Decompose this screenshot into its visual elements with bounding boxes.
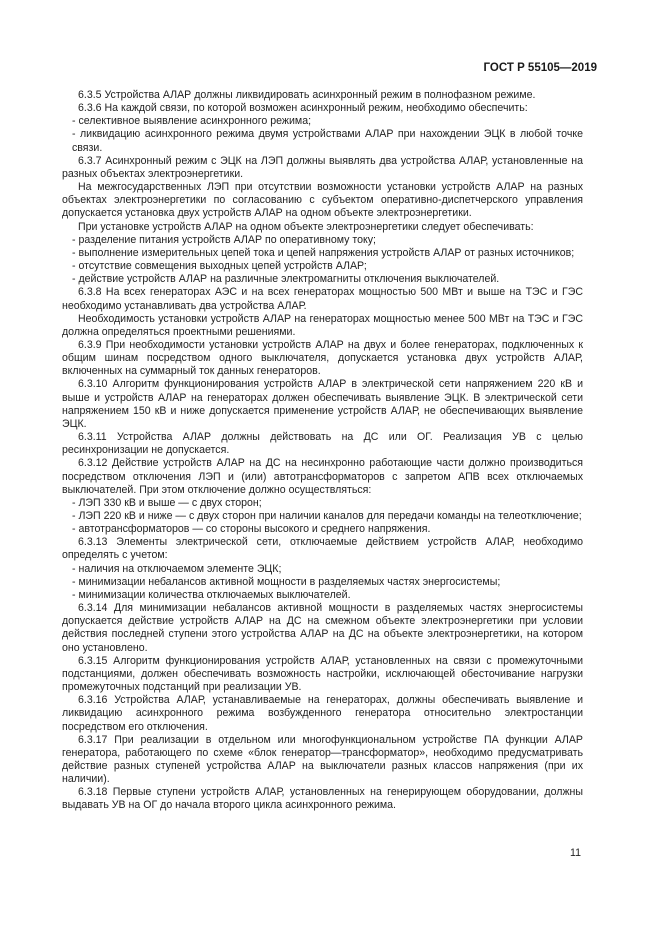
paragraph: 6.3.13 Элементы электрической сети, отключаемые действием устройств АЛАР, необходимо определять с учетом: bbox=[62, 536, 583, 562]
paragraph: 6.3.7 Асинхронный режим с ЭЦК на ЛЭП должны выявлять два устройства АЛАР, установленные на разных объектах электроэнергетики. bbox=[62, 154, 583, 180]
list-item: - выполнение измерительных цепей тока и цепей напряжения устройств АЛАР от разных источников; bbox=[72, 246, 575, 259]
list-item: - отсутствие совмещения выходных цепей устройств АЛАР; bbox=[72, 260, 367, 273]
paragraph: 6.3.16 Устройства АЛАР, устанавливаемые на генераторах, должны обеспечивать выявление и ликвидацию асинхронного режима возбужденного генератора относительно электростанции посредством его отключения. bbox=[62, 694, 583, 733]
paragraph: 6.3.5 Устройства АЛАР должны ликвидировать асинхронный режим в полнофазном режиме. bbox=[78, 89, 536, 101]
paragraph: 6.3.11 Устройства АЛАР должны действовать на ДС или ОГ. Реализация УВ с целью ресинхронизации не допускается. bbox=[62, 431, 583, 457]
paragraph: При установке устройств АЛАР на одном объекте электроэнергетики следует обеспечивать: bbox=[78, 220, 534, 233]
paragraph: На межгосударственных ЛЭП при отсутствии возможности установки устройств АЛАР на разных объектах электроэнергетики по согласованию с субъектом оперативно-диспетчерского управления допускается установка двух устройств АЛАР на одном объекте электроэнергетики. bbox=[62, 181, 583, 220]
paragraph: 6.3.8 На всех генераторах АЭС и на всех генераторах мощностью 500 МВт и выше на ТЭС и ГЭС необходимо устанавливать два устройства АЛАР. bbox=[62, 286, 583, 312]
paragraph: 6.3.9 При необходимости установки устройств АЛАР на двух и более генераторах, подключенных к общим шинам посредством одного выключателя, допускается установка двух устройств АЛАР, включенных на суммарный ток данных генераторов. bbox=[62, 338, 583, 378]
paragraph: 6.3.18 Первые ступени устройств АЛАР, установленных на генерирующем оборудовании, должны выдавать УВ на ОГ до начала второго цикла асинхронного режима. bbox=[62, 786, 583, 812]
paragraph: Необходимость установки устройств АЛАР на генераторах мощностью менее 500 МВт на ТЭС и ГЭС должна определяться проектными решениями. bbox=[62, 312, 583, 338]
list-item: - наличия на отключаемом элементе ЭЦК; bbox=[72, 562, 282, 575]
paragraph: 6.3.6 На каждой связи, по которой возможен асинхронный режим, необходимо обеспечить: bbox=[78, 102, 528, 115]
document-standard-number: ГОСТ Р 55105—2019 bbox=[483, 62, 597, 74]
page-number: 11 bbox=[570, 847, 581, 859]
list-item: - действие устройств АЛАР на различные электромагниты отключения выключателей. bbox=[72, 273, 500, 286]
list-item: - автотрансформаторов — со стороны высокого и среднего напряжения. bbox=[72, 523, 431, 536]
list-item: - ЛЭП 220 кВ и ниже — с двух сторон при наличии каналов для передачи команды на телеотключение; bbox=[72, 510, 582, 522]
list-item: - ликвидацию асинхронного режима двумя устройствами АЛАР при нахождении ЭЦК в любой точке связи. bbox=[72, 128, 583, 154]
paragraph: 6.3.14 Для минимизации небалансов активной мощности в разделяемых частях энергосистемы допускается действие устройств АЛАР на ДС на смежном объекте электроэнергетики при условии действия последней ступени этого устройства АЛАР на ДС на объекте электроэнергетики, на котором оно установлено. bbox=[62, 602, 583, 654]
list-item: - разделение питания устройств АЛАР по оперативному току; bbox=[72, 233, 377, 246]
paragraph: 6.3.12 Действие устройств АЛАР на ДС на несинхронно работающие части должно производиться посредством отключения ЛЭП и (или) автотрансформаторов с запретом АПВ всех отключаемых выключателей. При этом отключение должно осуществляться: bbox=[62, 457, 583, 496]
list-item: - минимизации небалансов активной мощности в разделяемых частях энергосистемы; bbox=[72, 575, 501, 588]
paragraph: 6.3.10 Алгоритм функционирования устройств АЛАР в электрической сети напряжением 220 кВ и выше и устройств АЛАР на генераторах должен обеспечивать выявление ЭЦК. В электрической сети напряжением 150 кВ и ниже допускается применение устройств АЛАР, не обеспечивающих выявление ЭЦК. bbox=[62, 378, 583, 430]
list-item: - селективное выявление асинхронного режима; bbox=[72, 115, 312, 128]
paragraph: 6.3.17 При реализации в отдельном или многофункциональном устройстве ПА функции АЛАР генератора, работающего по схеме «блок генератор—трансформатор», необходимо предусматривать действие разных ступеней устройства АЛАР на выключатели разных классов напряжения (при их наличии). bbox=[62, 733, 583, 786]
document-body bbox=[62, 89, 583, 813]
list-item: - ЛЭП 330 кВ и выше — с двух сторон; bbox=[72, 496, 262, 509]
list-item: - минимизации количества отключаемых выключателей. bbox=[72, 588, 351, 601]
paragraph: 6.3.15 Алгоритм функционирования устройств АЛАР, установленных на связи с промежуточными подстанциями, должен обеспечивать возможность настройки, исключающей обесточивание нагрузки промежуточных подстанций при реализации УВ. bbox=[62, 654, 583, 694]
